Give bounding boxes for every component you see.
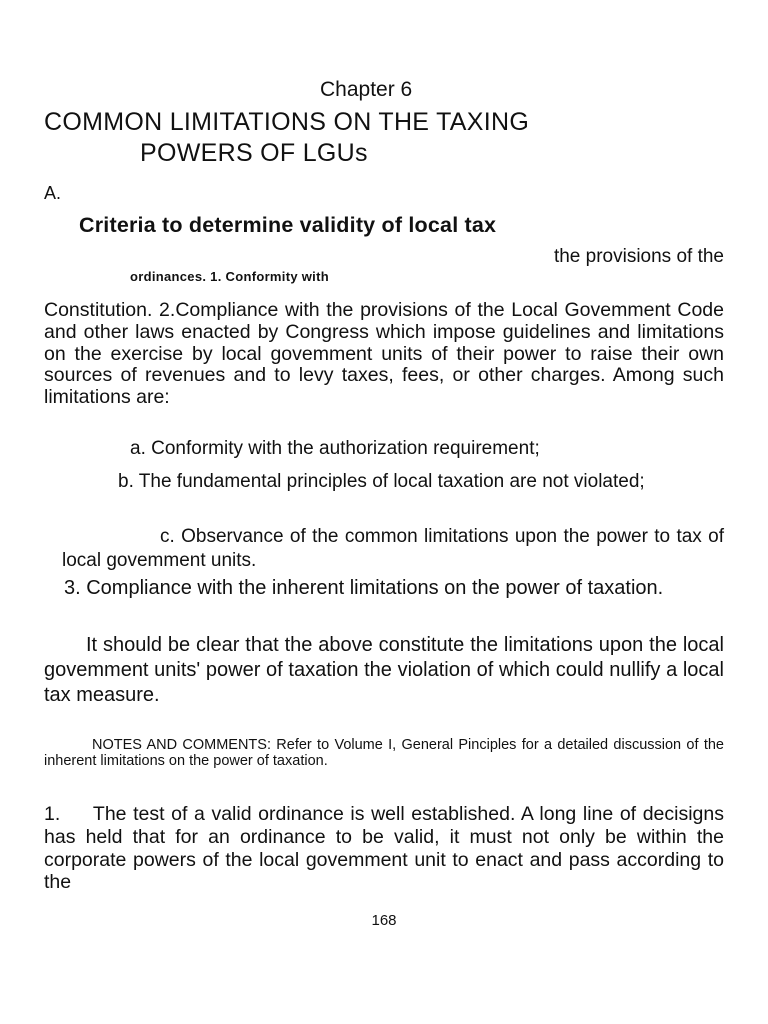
chapter-title-line-2: POWERS OF LGUs xyxy=(140,139,368,167)
chapter-label: Chapter 6 xyxy=(320,78,413,101)
text-fragment-small: ordinances. 1. Conformity with xyxy=(130,269,329,284)
paragraph-inherent-limitations: 3. Compliance with the inherent limitations on the power of taxation. xyxy=(64,577,664,599)
paragraph-constitution: Constitution. 2.Compliance with the provisions of the Local Govemment Code and other laws enacted by Congress which impose guidelines and limitations on the exercise by local govemment units of their power to raise their own sources of revenues and to levy taxes, fees, or other charges. Among such limitations are: xyxy=(44,299,724,409)
text-fragment-right: the provisions of the xyxy=(553,246,724,267)
list-item-c: c. Observance of the common limitations upon the power to tax of local govemment units. xyxy=(62,526,724,572)
paragraph-conclusion: It should be clear that the above constitute the limitations upon the local govemment units' power of taxation the violation of which could nullify a local tax measure. xyxy=(44,634,724,706)
section-letter: A. xyxy=(44,183,62,203)
page-number: 168 xyxy=(371,912,397,929)
chapter-title-line-1: COMMON LIMITATIONS ON THE TAXING xyxy=(44,108,530,136)
list-item-b: b. The fundamental principles of local taxation are not violated; xyxy=(118,471,645,492)
paragraph-valid-ordinance-test: 1. The test of a valid ordinance is well established. A long line of decisigns has held that for an ordinance to be valid, it must not only be within the corporate powers of the local govemment unit to enact and pass according to the xyxy=(44,803,730,894)
list-item-a: a. Conformity with the authorization requirement; xyxy=(130,438,540,459)
notes-and-comments: NOTES AND COMMENTS: Refer to Volume I, General Pinciples for a detailed discussion of the inherent limitations on the power of taxation. xyxy=(44,737,724,769)
section-heading: Criteria to determine validity of local tax xyxy=(79,213,497,237)
